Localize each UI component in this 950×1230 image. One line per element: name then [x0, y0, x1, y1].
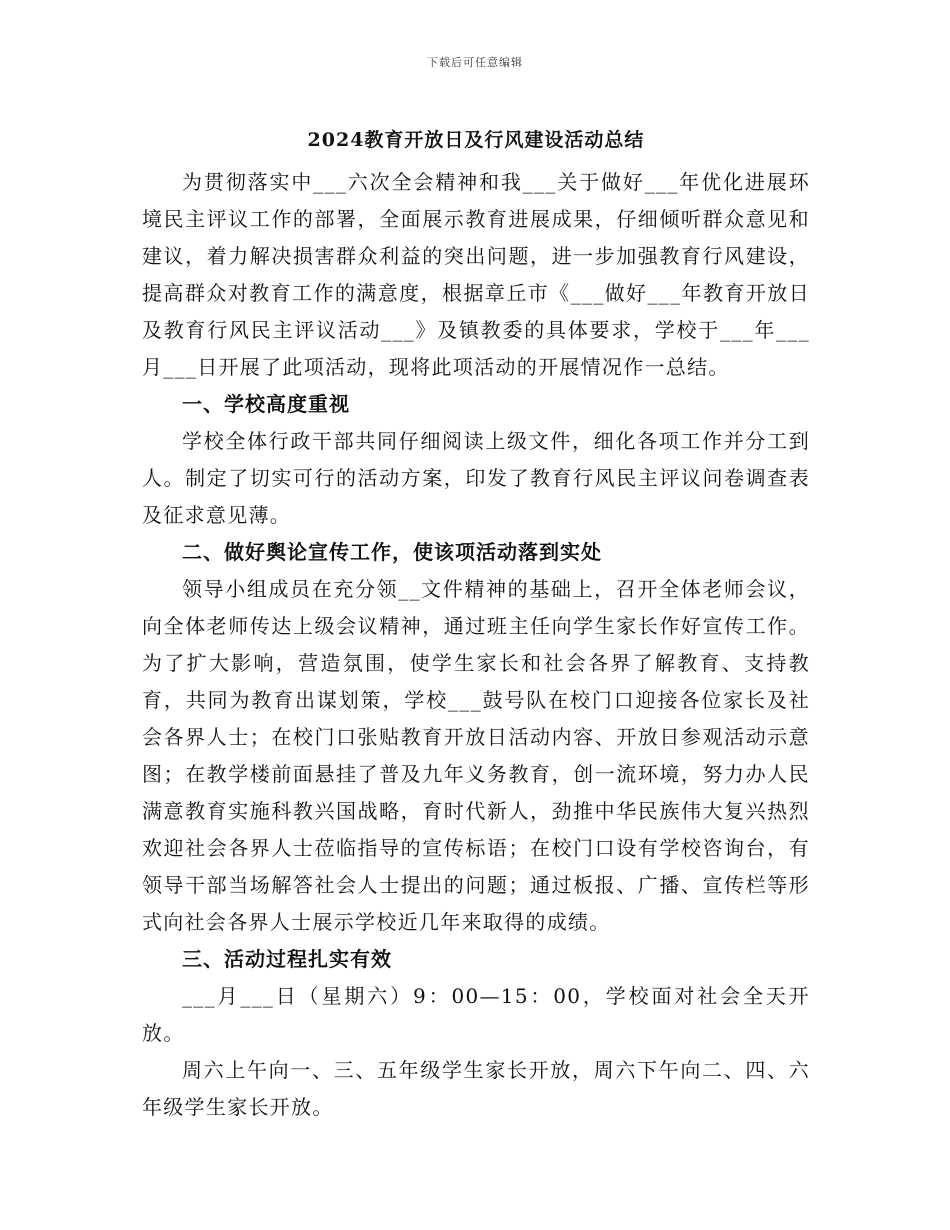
document-body [142, 120, 810, 1126]
header-note: 下载后可任意编辑 [427, 56, 523, 69]
document-title: 2024教育开放日及行风建设活动总结 [307, 129, 645, 151]
section-3-paragraph-1: ___月___日（星期六）9：00—15：00，学校面对社会全天开放。 [142, 984, 810, 1045]
section-1-paragraph-1: 学校全体行政干部共同仔细阅读上级文件，细化各项工作并分工到人。制定了切实可行的活动方案，印发了教育行风民主评议问卷调查表及征求意见薄。 [142, 429, 810, 527]
intro-paragraph: 为贯彻落实中___六次全会精神和我___关于做好___年优化进展环境民主评议工作的部署，全面展示教育进展成果，仔细倾听群众意见和建议，着力解决损害群众利益的突出问题，进一步加强教育行风建设，提高群众对教育工作的满意度，根据章丘市《___做好___年教育开放日及教育行风民主评议活动___》及镇教委的具体要求，学校于___年___月___日开展了此项活动，现将此项活动的开展情况作一总结。 [142, 170, 810, 379]
section-2-paragraph-1: 领导小组成员在充分领__文件精神的基础上，召开全体老师会议，向全体老师传达上级会议精神，通过班主任向学生家长作好宣传工作。为了扩大影响，营造氛围，使学生家长和社会各界了解教育、支持教育，共同为教育出谋划策，学校___鼓号队在校门口迎接各位家长及社会各界人士；在校门口张贴教育开放日活动内容、开放日参观活动示意图；在教学楼前面悬挂了普及九年义务教育，创一流环境，努力办人民满意教育实施科教兴国战略，育时代新人，劲推中华民族伟大复兴热烈欢迎社会各界人士莅临指导的宣传标语；在校门口设有学校咨询台，有领导干部当场解答社会人士提出的问题；通过板报、广播、宣传栏等形式向社会各界人士展示学校近几年来取得的成绩。 [142, 577, 810, 934]
section-heading-1: 一、学校高度重视 [182, 392, 350, 416]
section-heading-2: 二、做好舆论宣传工作，使该项活动落到实处 [182, 540, 602, 564]
section-heading-3: 三、活动过程扎实有效 [182, 947, 392, 971]
section-3-paragraph-2: 周六上午向一、三、五年级学生家长开放，周六下午向二、四、六年级学生家长开放。 [142, 1058, 810, 1119]
